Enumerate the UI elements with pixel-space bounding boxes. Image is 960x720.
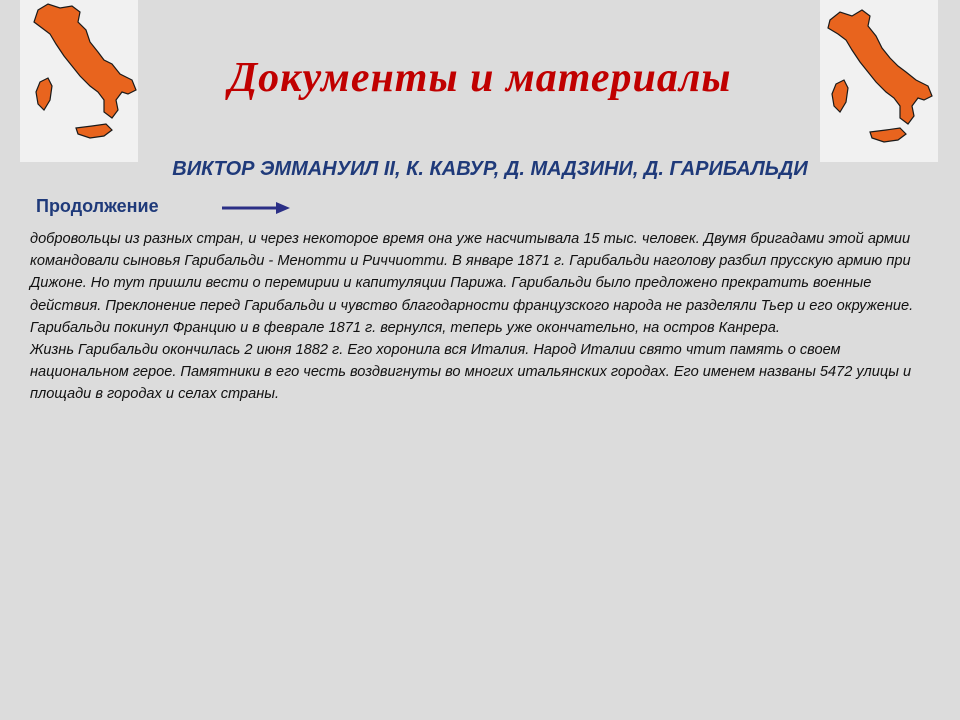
paragraph: Жизнь Гарибальди окончилась 2 июня 1882 г. Его хоронила вся Италия. Народ Италии свято чтит память о своем национальном герое. Памятники в его честь воздвигнуты во многих итальянских городах. Его именем названы 5472 улицы и площади в городах и селах страны.: [30, 342, 912, 403]
slide-subtitle: ВИКТОР ЭММАНУИЛ II, К. КАВУР, Д. МАДЗИНИ, Д. ГАРИБАЛЬДИ: [172, 158, 808, 180]
right-arrow-icon[interactable]: [222, 200, 290, 216]
slide-title: Документы и материалы: [228, 55, 732, 101]
continuation-label: Продолжение: [36, 196, 159, 216]
paragraph: добровольцы из разных стран, и через некоторое время она уже насчитывала 15 тыс. человек. Двумя бригадами этой армии командовали сыновья Гарибальди - Менотти и Риччиотти. В январе 1871 г. Гарибальди наголову разбил прусскую армию при Дижоне. Но тут пришли вести о перемирии и капитуляции Парижа. Гарибальди было предложено прекратить военные действия. Преклонение перед Гарибальди и чувство благодарности французского народа не разделяли Тьер и его окружение. Гарибальди покинул Францию и в феврале 1871 г. вернулся, теперь уже окончательно, на остров Канрера.: [30, 231, 914, 336]
body-text: [30, 228, 942, 406]
